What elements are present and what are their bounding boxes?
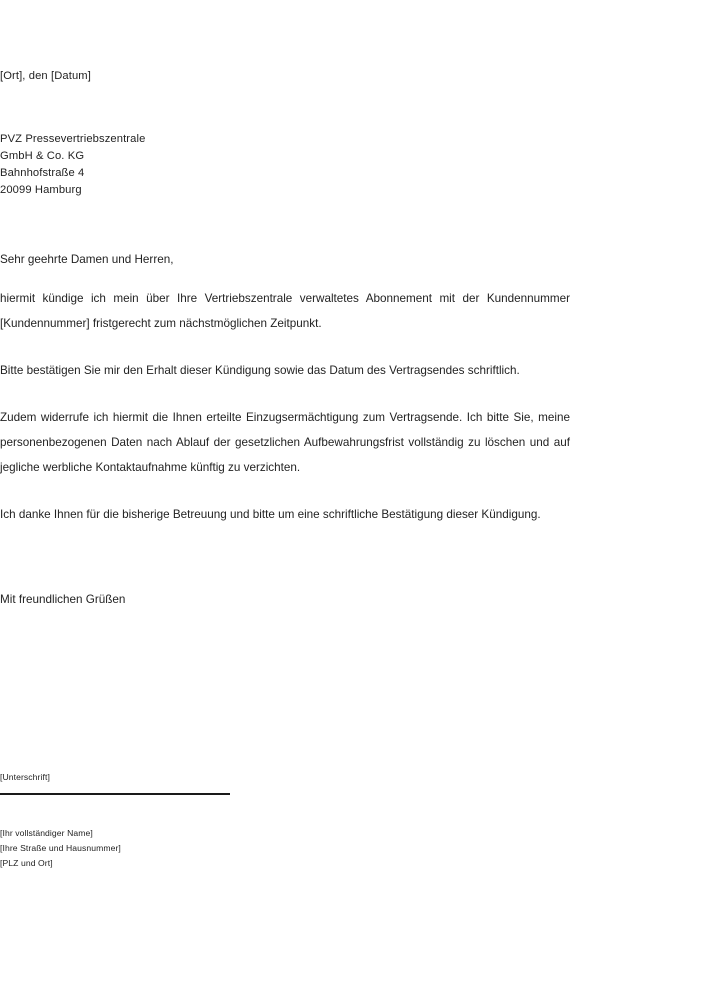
date-line: [Ort], den [Datum] bbox=[0, 70, 91, 82]
salutation: Sehr geehrte Damen und Herren, bbox=[0, 253, 174, 266]
signature-placeholder: [Unterschrift] bbox=[0, 772, 50, 782]
body-paragraph: hiermit kündige ich mein über Ihre Vertriebszentrale verwaltetes Abonnement mit der Kundennummer [Kundennummer] fristgerecht zum nächstmöglichen Zeitpunkt. bbox=[0, 292, 570, 330]
sender-line: [Ihr vollständiger Name] bbox=[0, 828, 93, 838]
closing-greeting: Mit freundlichen Grüßen bbox=[0, 593, 126, 606]
letter-body bbox=[0, 286, 570, 527]
signature-line bbox=[0, 793, 230, 795]
recipient-line: GmbH & Co. KG bbox=[0, 150, 85, 162]
recipient-line: PVZ Pressevertriebszentrale bbox=[0, 133, 146, 145]
body-paragraph: Zudem widerrufe ich hiermit die Ihnen erteilte Einzugsermächtigung zum Vertragsende. Ich bitte Sie, meine personenbezogenen Daten nach Ablauf der gesetzlichen Aufbewahrungsfrist vollständig zu löschen und auf jegliche werbliche Kontaktaufnahme künftig zu verzichten. bbox=[0, 411, 570, 474]
body-paragraph: Ich danke Ihnen für die bisherige Betreuung und bitte um eine schriftliche Bestätigung dieser Kündigung. bbox=[0, 508, 541, 521]
sender-line: [PLZ und Ort] bbox=[0, 858, 53, 868]
recipient-line: 20099 Hamburg bbox=[0, 184, 82, 196]
sender-line: [Ihre Straße und Hausnummer] bbox=[0, 843, 121, 853]
recipient-line: Bahnhofstraße 4 bbox=[0, 167, 85, 179]
body-paragraph: Bitte bestätigen Sie mir den Erhalt dieser Kündigung sowie das Datum des Vertragsendes schriftlich. bbox=[0, 364, 520, 377]
recipient-address-block bbox=[0, 131, 145, 199]
sender-address-block bbox=[0, 826, 121, 871]
